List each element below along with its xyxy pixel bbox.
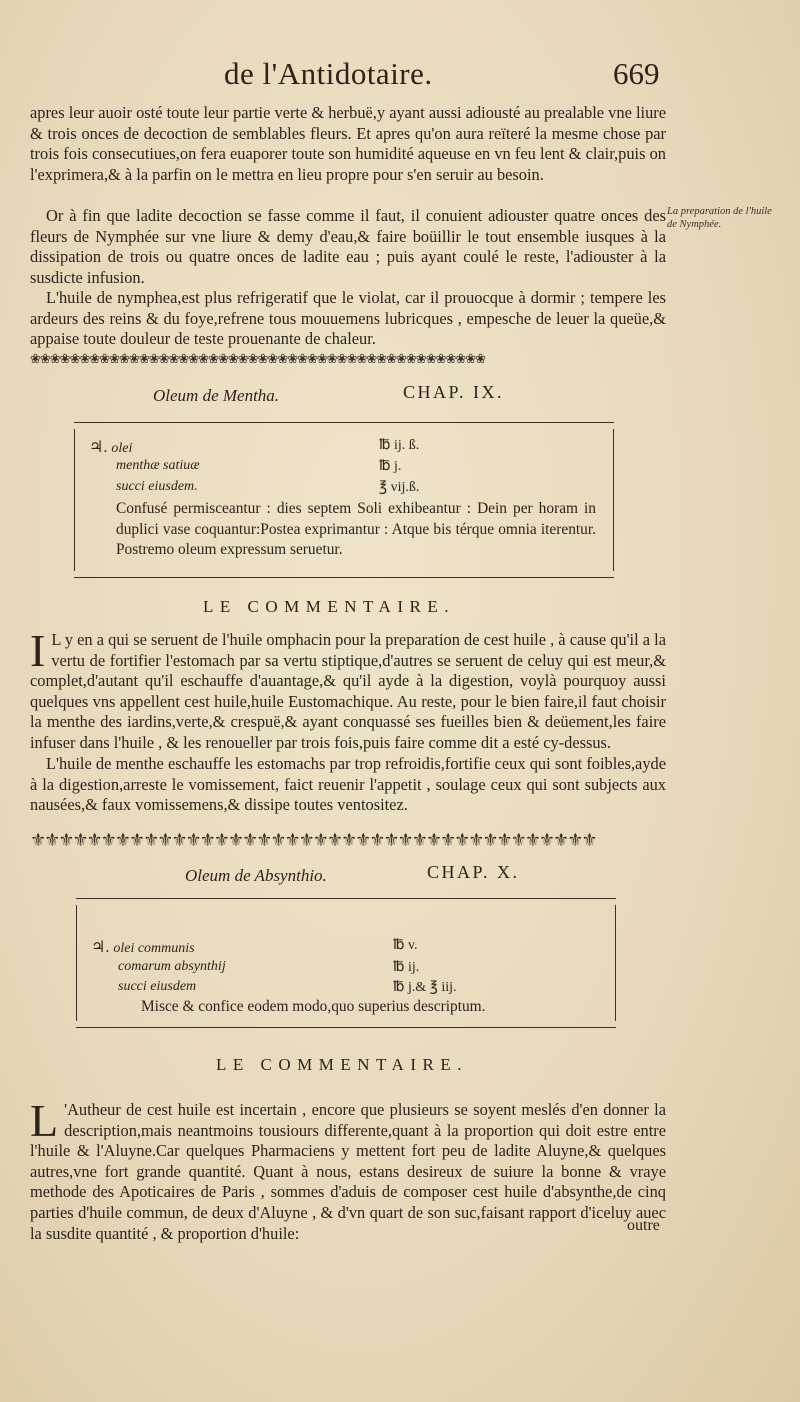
recipe-ingredient: succi eiusdem. (116, 479, 198, 494)
recipe-box (74, 422, 614, 578)
commentaire-paragraph-2: L'huile de menthe eschauffe les estomachs par trop refroidis,fortifie ceux qui sont foibles,ayde à la digestion,arreste le vomissement, faict reuenir l'appetit , soulage ceux qui sont subjects aux nausées,& faux vomissemens,& dissipe toutes ventositez. (30, 754, 666, 815)
recipe-quantity: ℔ ij. (393, 960, 420, 975)
recipe-symbol-icon: ♃. (89, 439, 108, 456)
recipe-quantity: ℔ ij. ß. (379, 438, 420, 453)
catchword: outre (627, 1217, 660, 1234)
page-number: 669 (613, 56, 660, 91)
ornament-band: ⚜⚜⚜⚜⚜⚜⚜⚜⚜⚜⚜⚜⚜⚜⚜⚜⚜⚜⚜⚜⚜⚜⚜⚜⚜⚜⚜⚜⚜⚜⚜⚜⚜⚜⚜⚜⚜⚜⚜⚜ (30, 830, 596, 851)
recipe-ingredient: ♃. olei communis (91, 939, 195, 956)
recipe-instructions: Misce & confice eodem modo,quo superius descriptum. (141, 998, 486, 1015)
commentaire-paragraph: I L y en a qui se seruent de l'huile omphacin pour la preparation de cest huile , à cause qu'il a la vertu de fortifier l'estomach par sa vertu stiptique,d'autres se seruent de celuy qui est meur,& complet,d'autant qu'il eschauffe d'auantage,& qu'il ayde à la digestion, voylà pourquoy aussi quelques vns appellent cest huile,huile Eustomachique. Au reste, pour le bien faire,il faut choisir la menthe des iardins,verte,& crespuë,& ayant conquassé ses fueilles bien & deüement,les faire infuser dans l'huile , & les renoueller par trois fois,puis faire comme dit a esté cy-dessus. (30, 625, 666, 752)
recipe-box (76, 898, 616, 1028)
recipe-quantity: ℥ vij.ß. (379, 480, 420, 495)
commentaire-heading: LE COMMENTAIRE. (203, 597, 455, 616)
commentaire-heading: LE COMMENTAIRE. (216, 1055, 468, 1074)
paragraph-nymphea: L'huile de nymphea,est plus refrigeratif que le violat, car il prouocque à dormir ; tempere les ardeurs des reins & du foye,refrene tous mouuemens lubricques , empesche de leuer la queüe,& appaise toute douleur de teste prouenante de chaleur. (30, 288, 666, 349)
recipe-ingredient: comarum absynthij (118, 959, 226, 974)
recipe-ingredient: ♃. olei (89, 439, 133, 456)
drop-capital: L (30, 1095, 59, 1146)
running-title: de l'Antidotaire. (224, 56, 433, 91)
paragraph-decoction: Or à fin que ladite decoction se fasse comme il faut, il conuient adiouster quatre onces des fleurs de Nymphée sur vne liure & demy d'eau,& faire boüillir le tout ensemble iusques à la dissipation de trois ou quatre onces de ladite eau ; puis ayant coulé le reste, l'adiouster à la susdicte infusion. (30, 206, 666, 287)
recipe-quantity: ℔ v. (393, 938, 418, 953)
chapter-number: CHAP. IX. (403, 382, 505, 402)
page-header (0, 56, 800, 100)
recipe-instructions: Confusé permisceantur : dies septem Soli exhibeantur : Dein per horam in duplici vase coquantur:Postea exprimantur : Atque bis térque omnia iterentur. Postremo oleum expressum seruetur. (116, 500, 596, 559)
commentaire-paragraph: L 'Autheur de cest huile est incertain , encore que plusieurs se soyent meslés d'en donner la description,mais neantmoins tousiours differente,quant à la proportion qui doit estre entre l'huile & l'Aluyne.Car quelques Pharmaciens y mettent fort peu de ladite Aluyne,& quelques autres,vne fort grande quantité. Quant à nous, estans desireux de suiure la bonne & vraye methode des Apoticaires de Paris , sommes d'aduis de composer cest huile d'absynthe,de cinq parties d'huile commun, de deux d'Aluyne , & d'vn quart de son suc,faisant rapport d'iceluy auec la susdite quantité , & proportion d'huile: (30, 1095, 666, 1243)
chapter-number: CHAP. X. (427, 862, 520, 882)
recipe-quantity: ℔ j.& ℥ iij. (393, 980, 457, 995)
margin-note: La preparation de l'huile de Nymphée. (667, 206, 772, 230)
ornament-band: ❀❀❀❀❀❀❀❀❀❀❀❀❀❀❀❀❀❀❀❀❀❀❀❀❀❀❀❀❀❀❀❀❀❀❀❀❀❀❀❀❀❀❀❀❀❀ (30, 352, 486, 367)
recipe-ingredient: menthæ satiuæ (116, 458, 200, 473)
recipe-ingredient: succi eiusdem (118, 979, 197, 994)
chapter-title: Oleum de Absynthio. (185, 866, 327, 885)
paragraph-continuation: apres leur auoir osté toute leur partie verte & herbuë,y ayant aussi adiousté au prealable vne liure & trois onces de decoction de semblables fleurs. Et apres qu'on aura reïteré la mesme chose par trois fois consecutiues,on fera euaporer toute son humidité aqueuse en vn feu lent & clair,puis on l'exprimera,& à la parfin on le mettra en lieu propre pour s'en seruir au besoin. (30, 103, 666, 184)
recipe-quantity: ℔ j. (379, 459, 402, 474)
recipe-symbol-icon: ♃. (91, 939, 110, 956)
chapter-title: Oleum de Mentha. (153, 386, 280, 405)
drop-capital: I (30, 625, 46, 676)
